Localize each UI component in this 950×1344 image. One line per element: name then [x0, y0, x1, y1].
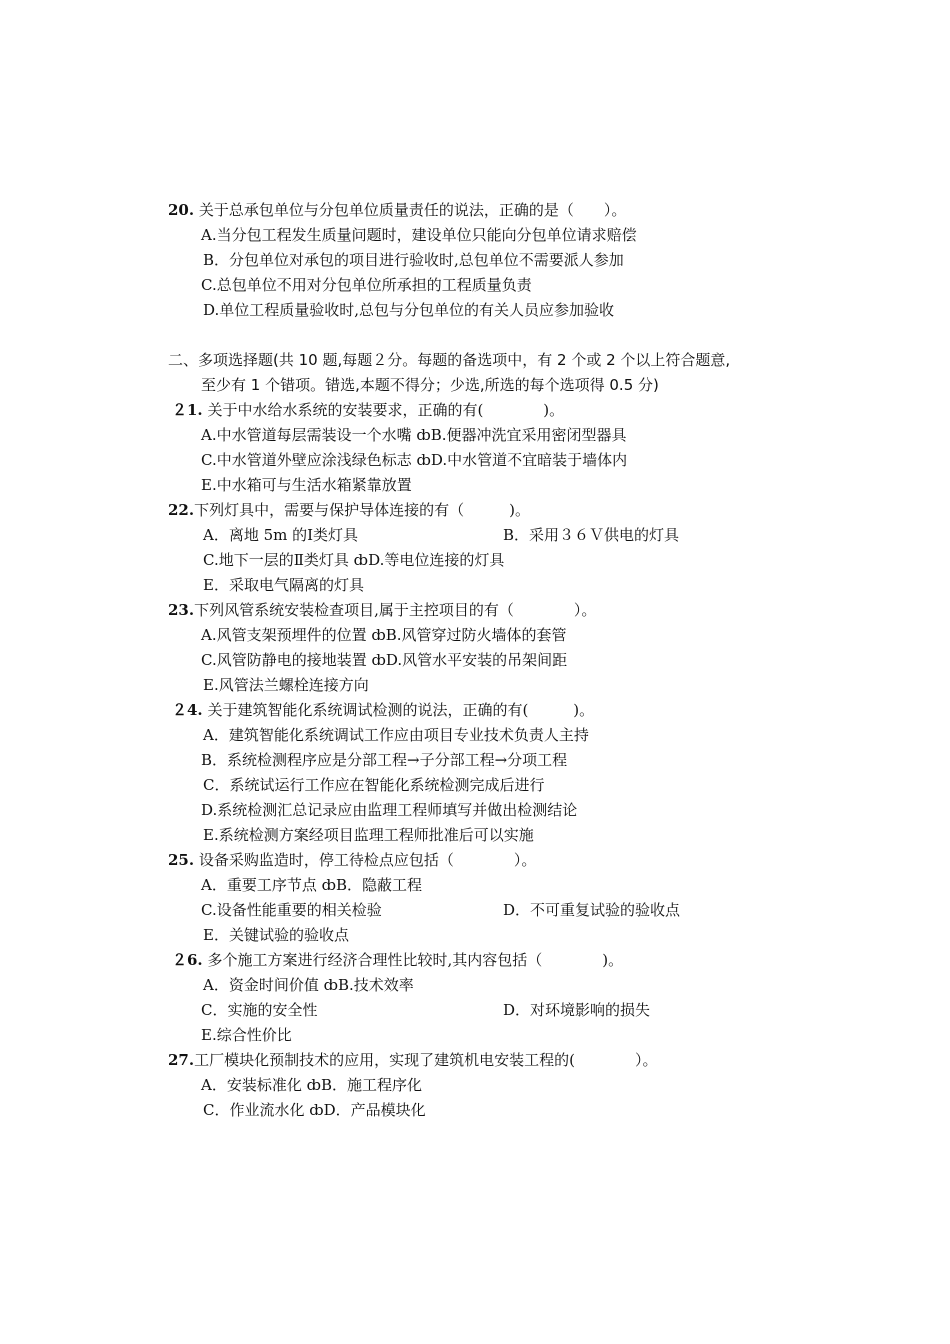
option-c: C.设备性能重要的相关检验: [201, 901, 382, 919]
question-stem: 设备采购监造时，停工待检点应包括（ ）。: [194, 851, 537, 869]
option-line: A．安装标准化 ȸB．施工程序化: [201, 1076, 423, 1094]
option-line: C．系统试运行工作应在智能化系统检测完成后进行: [203, 776, 545, 794]
option-a: A．离地 5m 的Ⅰ类灯具: [203, 526, 359, 544]
question-22: [168, 500, 530, 520]
option-line: A.风管支架预埋件的位置 ȸB.风管穿过防火墙体的套管: [201, 626, 567, 644]
question-number: 25.: [168, 851, 195, 869]
option-line: B．分包单位对承包的项目进行验收时,总包单位不需要派人参加: [203, 251, 624, 269]
question-stem: 下列灯具中，需要与保护导体连接的有（ )。: [194, 501, 530, 519]
question-27: [168, 1050, 657, 1070]
option-b: B．采用３６Ｖ供电的灯具: [503, 526, 680, 544]
question-number: 27.: [168, 1051, 195, 1069]
question-stem: 关于总承包单位与分包单位质量责任的说法，正确的是（ ）。: [194, 201, 627, 219]
option-line: E.系统检测方案经项目监理工程师批准后可以实施: [203, 826, 534, 844]
question-stem: 下列风管系统安装检查项目,属于主控项目的有（ ）。: [194, 601, 597, 619]
option-line: C.中水管道外壁应涂浅绿色标志 ȸD.中水管道不宜暗装于墙体内: [201, 451, 628, 469]
question-24: [172, 700, 594, 720]
option-line: C.地下一层的Ⅱ类灯具 ȸD.等电位连接的灯具: [203, 551, 505, 569]
option-d: D．对环境影响的损失: [503, 1001, 651, 1019]
option-c: C．实施的安全性: [201, 1001, 318, 1019]
option-line: C.总包单位不用对分包单位所承担的工程质量负责: [201, 276, 532, 294]
question-number: ２4.: [172, 701, 203, 719]
option-line: D.单位工程质量验收时,总包与分包单位的有关人员应参加验收: [203, 301, 615, 319]
question-number: 20.: [168, 201, 195, 219]
question-number: 23.: [168, 601, 195, 619]
question-number: ２6.: [172, 951, 203, 969]
section-heading-cont: 至少有 1 个错项。错选,本题不得分；少选,所选的每个选项得 0.5 分): [201, 376, 659, 394]
question-21: [172, 400, 564, 420]
option-line: C．作业流水化 ȸD．产品模块化: [203, 1101, 426, 1119]
question-26: [172, 950, 623, 970]
option-line: E.中水箱可与生活水箱紧靠放置: [201, 476, 412, 494]
option-line: A．建筑智能化系统调试工作应由项目专业技术负责人主持: [203, 726, 589, 744]
option-e: E．关键试验的验收点: [203, 926, 349, 944]
option-line: A.当分包工程发生质量问题时，建设单位只能向分包单位请求赔偿: [201, 226, 637, 244]
question-number: ２1.: [172, 401, 203, 419]
question-25: [168, 850, 536, 870]
option-ab: A．资金时间价值 ȸB.技术效率: [203, 976, 414, 994]
section-heading: 二、多项选择题(共 10 题,每题２分。每题的备选项中，有 2 个或 2 个以上符合题意,: [168, 351, 731, 369]
question-23: [168, 600, 596, 620]
option-d: D．不可重复试验的验收点: [503, 901, 681, 919]
option-e: E.综合性价比: [201, 1026, 292, 1044]
question-number: 22.: [168, 501, 195, 519]
question-20: [168, 200, 626, 220]
option-line: C.风管防静电的接地装置 ȸD.风管水平安装的吊架间距: [201, 651, 568, 669]
question-stem: 工厂模块化预制技术的应用，实现了建筑机电安装工程的( ）。: [194, 1051, 658, 1069]
option-line: D.系统检测汇总记录应由监理工程师填写并做出检测结论: [201, 801, 578, 819]
option-line: E.风管法兰螺栓连接方向: [203, 676, 369, 694]
option-line: B．系统检测程序应是分部工程→子分部工程→分项工程: [201, 751, 568, 769]
question-stem: 多个施工方案进行经济合理性比较时,其内容包括（ )。: [202, 951, 624, 969]
option-ab: A．重要工序节点 ȸB．隐蔽工程: [201, 876, 423, 894]
option-line: A.中水管道每层需装设一个水嘴 ȸB.便器冲洗宜采用密闭型器具: [201, 426, 627, 444]
option-line: E．采取电气隔离的灯具: [203, 576, 364, 594]
question-stem: 关于建筑智能化系统调试检测的说法，正确的有( )。: [202, 701, 595, 719]
question-stem: 关于中水给水系统的安装要求，正确的有( )。: [202, 401, 565, 419]
